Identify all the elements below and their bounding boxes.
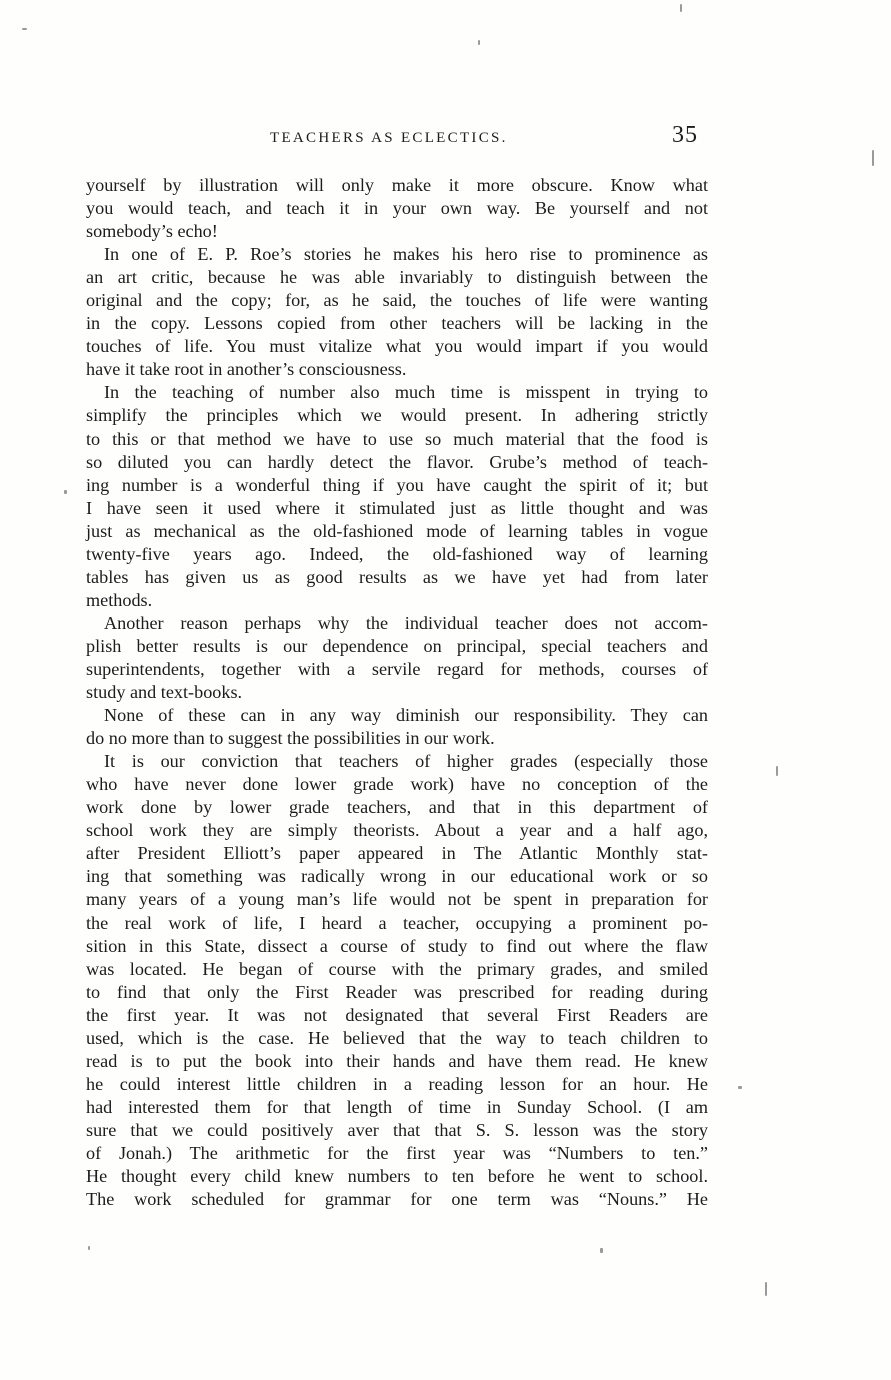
scan-speck — [22, 28, 27, 30]
text-line: many years of a young man’s life would not be spent in preparation for — [86, 889, 708, 910]
text-line: methods. — [86, 589, 153, 610]
body-text — [86, 174, 708, 1211]
text-line: had interested them for that length of time in Sunday School. (I am — [86, 1096, 708, 1117]
text-line: sure that we could positively aver that that S. S. lesson was the story — [86, 1119, 708, 1140]
scan-speck — [872, 150, 874, 166]
text-line: simplify the principles which we would present. In adhering strictly — [86, 405, 708, 426]
text-line: he could interest little children in a reading lesson for an hour. He — [86, 1073, 708, 1094]
text-line: study and text-books. — [86, 682, 243, 703]
text-line: do no more than to suggest the possibilities in our work. — [86, 728, 495, 749]
text-line: He thought every child knew numbers to ten before he went to school. — [86, 1166, 708, 1187]
text-line: you would teach, and teach it in your own way. Be yourself and not — [86, 198, 708, 219]
scan-speck — [64, 490, 67, 494]
text-line: superintendents, together with a servile regard for methods, courses of — [86, 658, 708, 679]
text-line: The work scheduled for grammar for one term was “Nouns.” He — [86, 1189, 708, 1210]
text-line: twenty-five years ago. Indeed, the old-fashioned way of learning — [86, 543, 708, 564]
text-line: so diluted you can hardly detect the flavor. Grube’s method of teach- — [86, 451, 708, 472]
text-line: of Jonah.) The arithmetic for the first year was “Numbers to ten.” — [86, 1142, 708, 1163]
text-line: read is to put the book into their hands and have them read. He knew — [86, 1050, 708, 1071]
text-line: just as mechanical as the old-fashioned mode of learning tables in vogue — [86, 520, 708, 541]
text-line: Another reason perhaps why the individual teacher does not accom- — [104, 612, 708, 633]
text-line: who have never done lower grade work) have no conception of the — [86, 774, 708, 795]
text-line: school work they are simply theorists. About a year and a half ago, — [86, 820, 708, 841]
scan-speck — [765, 1282, 767, 1296]
text-line: I have seen it used where it stimulated just as little thought and was — [86, 497, 708, 518]
text-line: somebody’s echo! — [86, 221, 218, 242]
text-line: the first year. It was not designated that several First Readers are — [86, 1004, 708, 1025]
text-line: ing that something was radically wrong in our educational work or so — [86, 866, 708, 887]
text-line: plish better results is our dependence on principal, special teachers and — [86, 635, 708, 656]
text-line: sition in this State, dissect a course of study to find out where the flaw — [86, 935, 708, 956]
text-line: yourself by illustration will only make it more obscure. Know what — [86, 175, 708, 195]
page-number: 35 — [672, 122, 698, 148]
scan-speck — [478, 40, 480, 45]
text-line: an art critic, because he was able invariably to distinguish between the — [86, 267, 708, 288]
text-line: It is our conviction that teachers of higher grades (especially those — [104, 751, 708, 772]
text-line: In the teaching of number also much time is misspent in trying to — [104, 382, 708, 403]
text-line: to find that only the First Reader was prescribed for reading during — [86, 981, 708, 1002]
text-line: touches of life. You must vitalize what you would impart if you would — [86, 336, 708, 357]
text-line: the real work of life, I heard a teacher, occupying a prominent po- — [86, 912, 708, 933]
text-line: original and the copy; for, as he said, the touches of life were wanting — [86, 290, 708, 311]
scan-speck — [680, 4, 682, 12]
running-title: TEACHERS AS ECLECTICS. — [270, 130, 508, 146]
text-line: tables has given us as good results as we have yet had from later — [86, 566, 708, 587]
running-head — [0, 124, 891, 154]
text-line: used, which is the case. He believed that the way to teach children to — [86, 1027, 708, 1048]
scan-speck — [88, 1246, 90, 1250]
text-line: to this or that method we have to use so much material that the food is — [86, 428, 708, 449]
scan-speck — [600, 1248, 603, 1253]
text-line: in the copy. Lessons copied from other teachers will be lacking in the — [86, 313, 708, 334]
text-line: work done by lower grade teachers, and that in this department of — [86, 797, 708, 818]
text-line: after President Elliott’s paper appeared in The Atlantic Monthly stat- — [86, 843, 708, 864]
scan-speck — [776, 766, 778, 776]
text-line: have it take root in another’s consciousness. — [86, 359, 407, 380]
scan-speck — [738, 1086, 742, 1089]
text-line: None of these can in any way diminish our responsibility. They can — [104, 705, 708, 726]
text-line: In one of E. P. Roe’s stories he makes his hero rise to prominence as — [104, 244, 708, 265]
text-line: was located. He began of course with the primary grades, and smiled — [86, 958, 708, 979]
text-line: ing number is a wonderful thing if you have caught the spirit of it; but — [86, 474, 708, 495]
